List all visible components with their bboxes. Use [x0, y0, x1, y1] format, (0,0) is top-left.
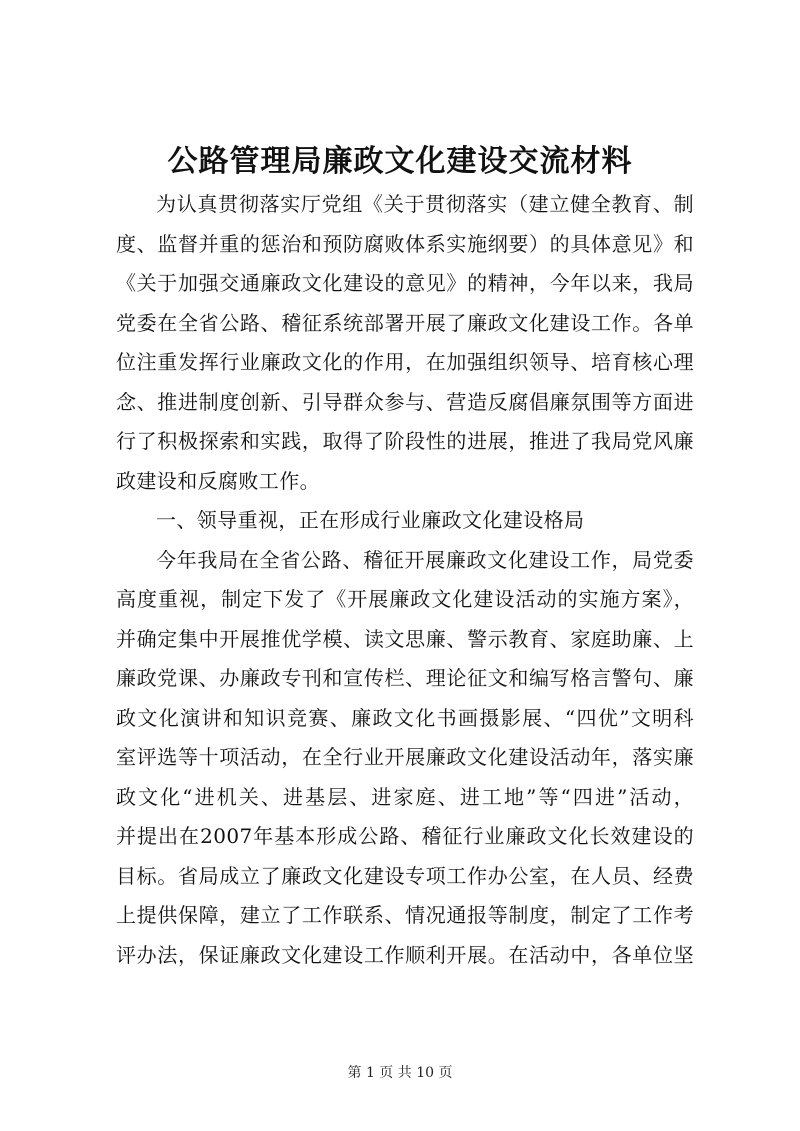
paragraph-line: 室评选等十项活动，在全行业开展廉政文化建设活动年，落实廉 [116, 745, 694, 769]
paragraph-line: 政文化演讲和知识竞赛、廉政文化书画摄影展、“四优”文明科 [116, 705, 694, 730]
paragraph-line: 评办法，保证廉政文化建设工作顺利开展。在活动中，各单位坚 [116, 942, 694, 967]
paragraph-line: 并确定集中开展推优学模、读文思廉、警示教育、家庭助廉、上 [116, 626, 694, 651]
paragraph-line: 今年我局在全省公路、稽征开展廉政文化建设工作，局党委 [156, 547, 694, 572]
document-title: 公路管理局廉政文化建设交流材料 [167, 144, 633, 179]
page-number-footer: 第 1 页 共 10 页 [347, 1065, 453, 1081]
paragraph-line: 行了积极探索和实践，取得了阶段性的进展，推进了我局党风廉 [116, 429, 694, 453]
paragraph-line: 上提供保障，建立了工作联系、情况通报等制度，制定了工作考 [116, 903, 694, 927]
paragraph-line: 目标。省局成立了廉政文化建设专项工作办公室，在人员、经费 [116, 863, 694, 888]
paragraph-line: 并提出在2007年基本形成公路、稽征行业廉政文化长效建设的 [116, 824, 694, 848]
paragraph-line: 《关于加强交通廉政文化建设的意见》的精神，今年以来，我局 [116, 271, 694, 295]
section-heading: 一、领导重视，正在形成行业廉政文化建设格局 [156, 508, 585, 532]
paragraph-line: 党委在全省公路、稽征系统部署开展了廉政文化建设工作。各单 [116, 310, 694, 335]
paragraph-line: 高度重视，制定下发了《开展廉政文化建设活动的实施方案》， [116, 587, 694, 611]
document-body [116, 185, 694, 975]
paragraph-line: 念、推进制度创新、引导群众参与、营造反腐倡廉氛围等方面进 [116, 389, 694, 414]
paragraph-line: 政建设和反腐败工作。 [116, 468, 320, 493]
paragraph-line: 政文化“进机关、进基层、进家庭、进工地”等“四进”活动， [116, 784, 694, 809]
paragraph-line: 位注重发挥行业廉政文化的作用，在加强组织领导、培育核心理 [116, 350, 694, 374]
paragraph-line: 度、监督并重的惩治和预防腐败体系实施纲要）的具体意见》和 [116, 231, 694, 256]
paragraph-line: 为认真贯彻落实厅党组《关于贯彻落实（建立健全教育、制 [156, 192, 694, 216]
paragraph-line: 廉政党课、办廉政专刊和宣传栏、理论征文和编写格言警句、廉 [116, 666, 694, 690]
